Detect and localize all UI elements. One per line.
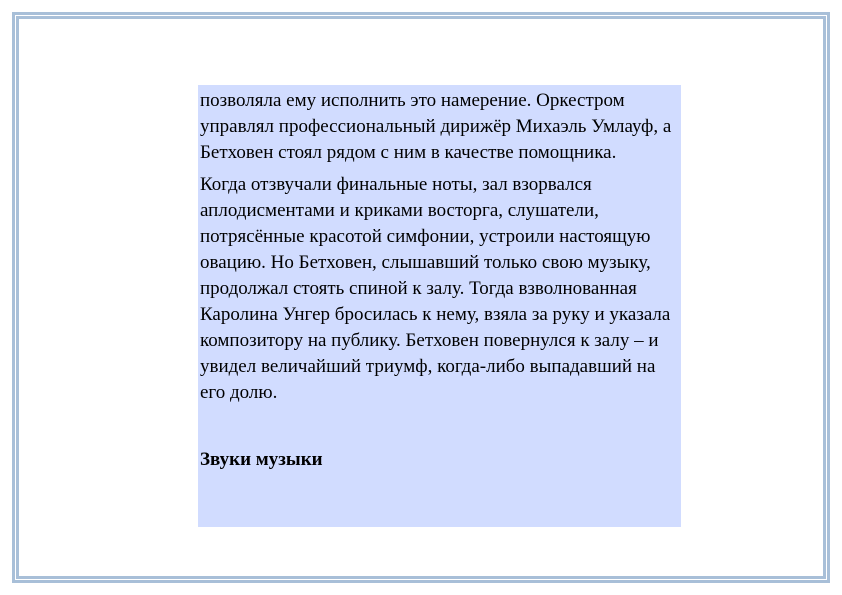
section-title: Звуки музыки (200, 449, 323, 470)
paragraph-2: Когда отзвучали финальные ноты, зал взорвался аплодисментами и криками восторга, слушатели, потрясённые красотой симфонии, устроили настоящую овацию. Но Бетховен, слышавший только свою музыку, продолжал стоять спиной к залу. Тогда взволнованная Каролина Унгер бросилась к нему, взяла за руку и указала композитору на публику. Бетховен повернулся к залу – и увидел величайший триумф, когда-либо выпадавший на его долю. (200, 174, 671, 403)
text-box (198, 85, 681, 527)
paragraph-1: позволяла ему исполнить это намерение. Оркестром управлял профессиональный дирижёр Михаэль Умлауф, а Бетховен стоял рядом с ним в качестве помощника. (200, 90, 672, 163)
